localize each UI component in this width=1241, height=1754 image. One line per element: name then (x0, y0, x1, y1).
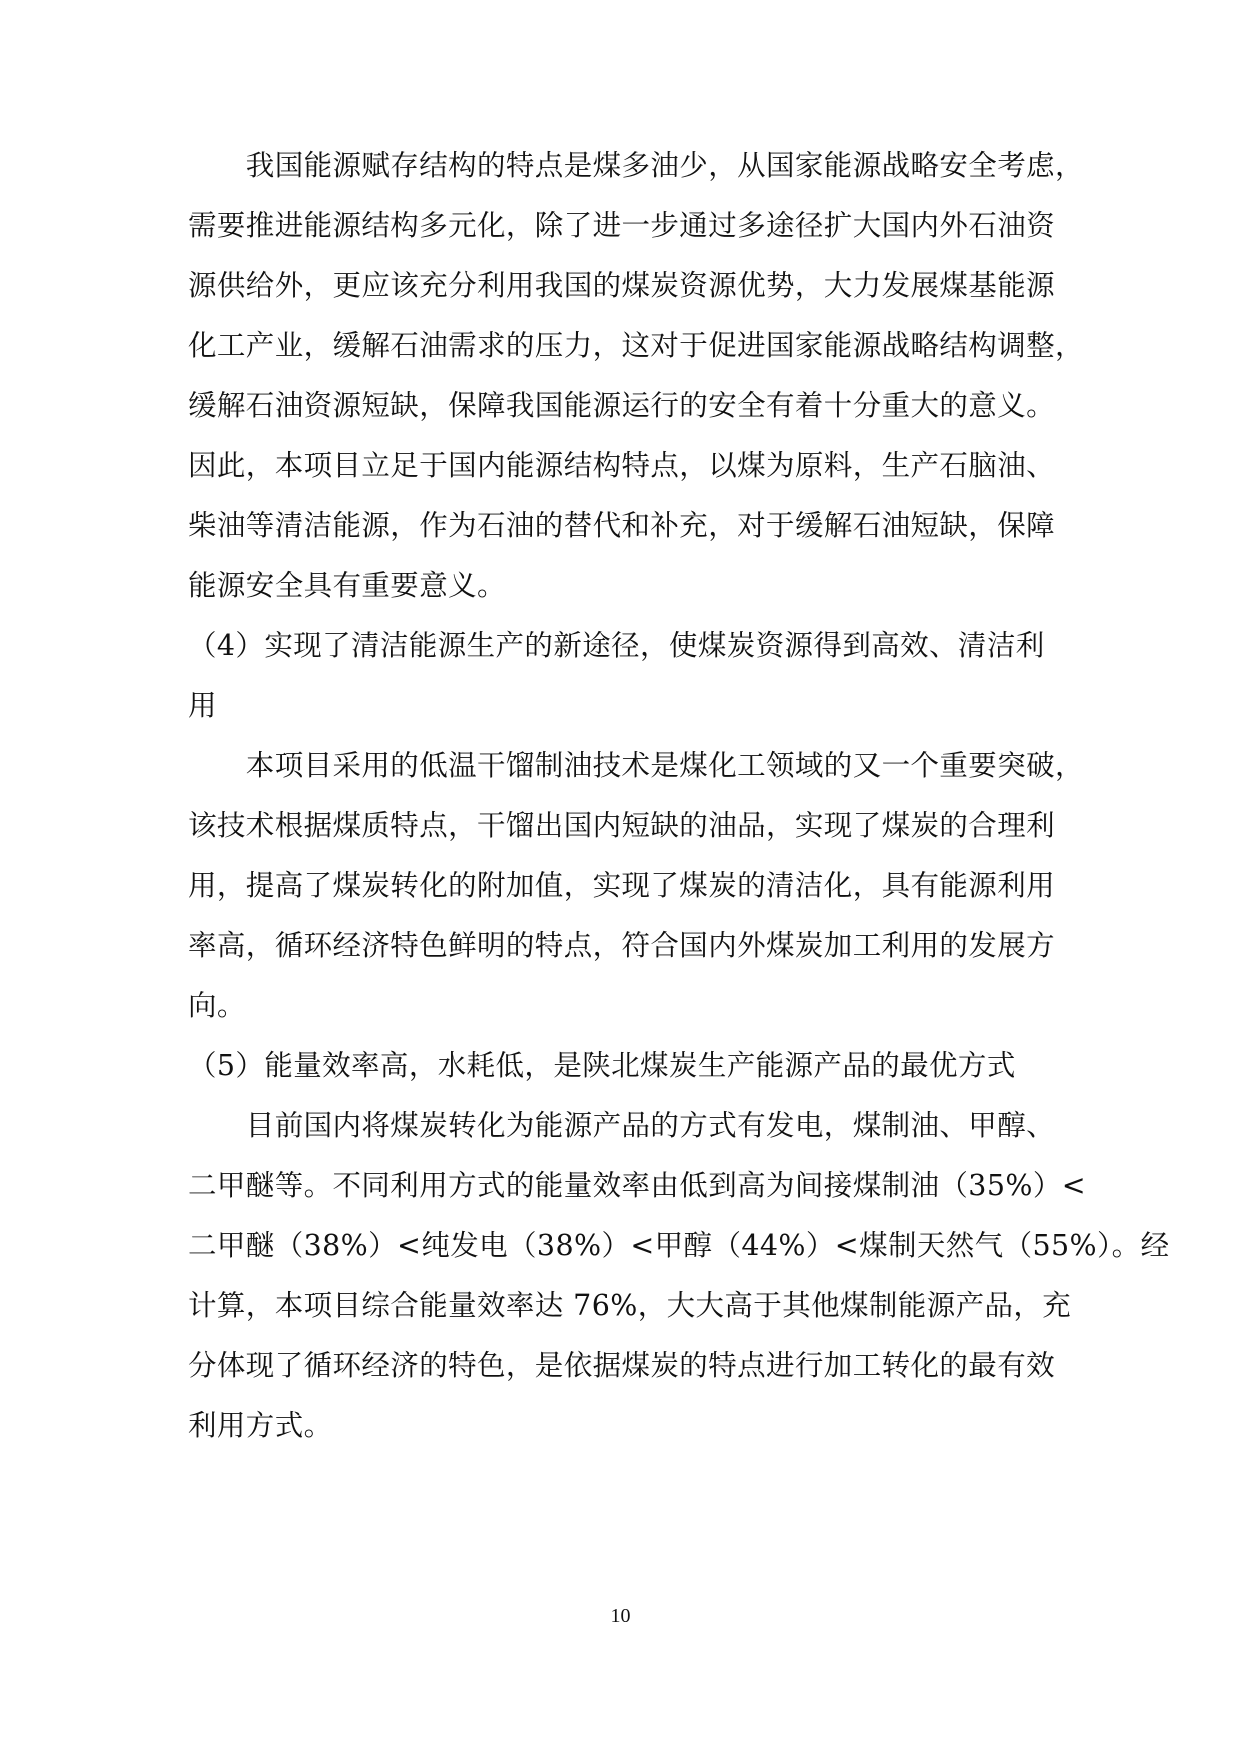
text-line: 本项目采用的低温干馏制油技术是煤化工领域的又一个重要突破， (188, 749, 1084, 782)
section-heading: （4）实现了清洁能源生产的新途径，使煤炭资源得到高效、清洁利 (188, 629, 1045, 662)
section-heading: 用 (188, 689, 217, 722)
text-line: 用，提高了煤炭转化的附加值，实现了煤炭的清洁化，具有能源利用 (188, 869, 1056, 902)
text-line: 缓解石油资源短缺，保障我国能源运行的安全有着十分重大的意义。 (188, 389, 1056, 422)
text-line: 分体现了循环经济的特色，是依据煤炭的特点进行加工转化的最有效 (188, 1349, 1056, 1382)
text-line: 柴油等清洁能源，作为石油的替代和补充，对于缓解石油短缺，保障 (188, 509, 1056, 542)
text-line: 二甲醚（38%）<纯发电（38%）<甲醇（44%）<煤制天然气（55%）。经 (188, 1229, 1170, 1262)
text-line: 需要推进能源结构多元化，除了进一步通过多途径扩大国内外石油资 (188, 209, 1056, 242)
text-line: 化工产业，缓解石油需求的压力，这对于促进国家能源战略结构调整， (188, 329, 1084, 362)
text-line: 我国能源赋存结构的特点是煤多油少，从国家能源战略安全考虑， (188, 149, 1084, 182)
text-line: 率高，循环经济特色鲜明的特点，符合国内外煤炭加工利用的发展方 (188, 929, 1056, 962)
section-heading: （5）能量效率高，水耗低，是陕北煤炭生产能源产品的最优方式 (188, 1049, 1016, 1082)
text-line: 计算，本项目综合能量效率达 76%，大大高于其他煤制能源产品，充 (188, 1289, 1072, 1322)
text-line: 向。 (188, 989, 246, 1022)
text-line: 能源安全具有重要意义。 (188, 569, 506, 602)
text-line: 目前国内将煤炭转化为能源产品的方式有发电，煤制油、甲醇、 (188, 1109, 1056, 1142)
text-line: 源供给外，更应该充分利用我国的煤炭资源优势，大力发展煤基能源 (188, 269, 1056, 302)
text-line: 该技术根据煤质特点，干馏出国内短缺的油品，实现了煤炭的合理利 (188, 809, 1056, 842)
text-line: 因此，本项目立足于国内能源结构特点，以煤为原料，生产石脑油、 (188, 449, 1056, 482)
text-line: 利用方式。 (188, 1409, 333, 1442)
page-number: 10 (610, 1605, 631, 1627)
text-line: 二甲醚等。不同利用方式的能量效率由低到高为间接煤制油（35%）< (188, 1169, 1087, 1202)
